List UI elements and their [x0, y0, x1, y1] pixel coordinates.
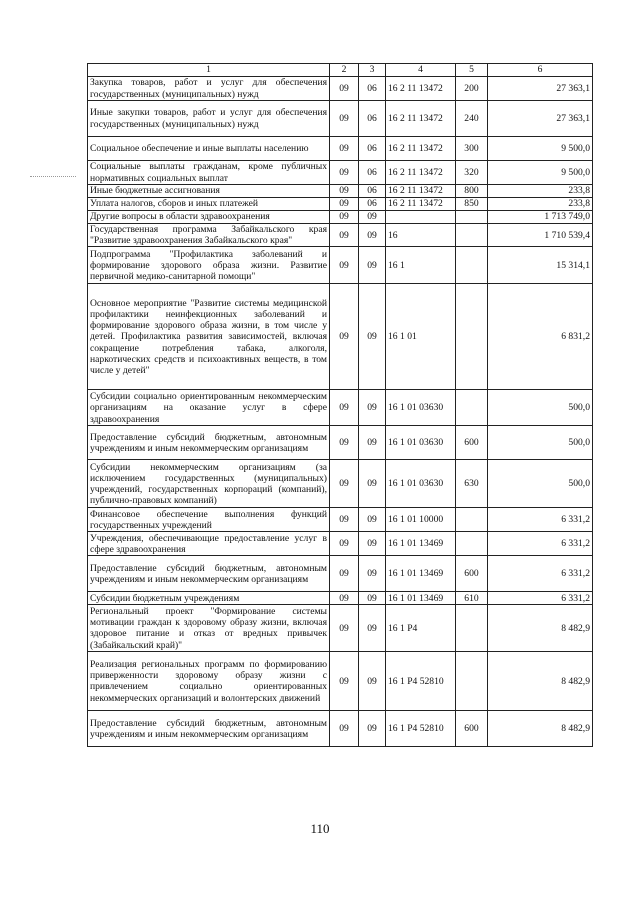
- row-amount-cell: 233,8: [488, 185, 593, 198]
- row-target-code-cell: 16 2 11 13472: [386, 101, 456, 137]
- row-subsection-cell: 06: [359, 101, 386, 137]
- row-amount-cell: 27 363,1: [488, 101, 593, 137]
- row-expense-type-cell: [456, 605, 488, 652]
- table-body: [88, 77, 593, 747]
- row-target-code-cell: 16: [386, 224, 456, 247]
- row-subsection-cell: 09: [359, 711, 386, 747]
- row-section-cell: 09: [330, 77, 359, 101]
- row-target-code-cell: 16 2 11 13472: [386, 185, 456, 198]
- row-amount-cell: 6 831,2: [488, 284, 593, 390]
- row-target-code-cell: 16 1 01 03630: [386, 426, 456, 460]
- row-section-cell: 09: [330, 460, 359, 508]
- row-name-cell: Предоставление субсидий бюджетным, автономным учреждениям и иным некоммерческим организациям: [88, 426, 330, 460]
- row-amount-cell: 500,0: [488, 426, 593, 460]
- row-target-code-cell: 16 1: [386, 247, 456, 284]
- row-target-code-cell: 16 2 11 13472: [386, 137, 456, 161]
- table-row: [88, 605, 593, 652]
- row-target-code-cell: 16 2 11 13472: [386, 198, 456, 211]
- row-name-cell: Подпрограмма "Профилактика заболеваний и формирование здорового образа жизни. Развитие первичной медико-санитарной помощи": [88, 247, 330, 284]
- row-target-code-cell: 16 1 01 03630: [386, 390, 456, 426]
- row-target-code-cell: 16 1 01: [386, 284, 456, 390]
- margin-dotted-mark: [30, 176, 76, 178]
- header-col-4: 4: [386, 64, 456, 77]
- row-expense-type-cell: [456, 532, 488, 556]
- row-subsection-cell: 06: [359, 198, 386, 211]
- row-amount-cell: 6 331,2: [488, 592, 593, 605]
- row-target-code-cell: 16 1 P4 52810: [386, 652, 456, 711]
- row-section-cell: 09: [330, 426, 359, 460]
- row-expense-type-cell: 850: [456, 198, 488, 211]
- row-expense-type-cell: 320: [456, 161, 488, 185]
- row-amount-cell: 9 500,0: [488, 161, 593, 185]
- row-name-cell: Предоставление субсидий бюджетным, автономным учреждениям и иным некоммерческим организациям: [88, 556, 330, 592]
- row-name-cell: Социальное обеспечение и иные выплаты населению: [88, 137, 330, 161]
- row-section-cell: 09: [330, 224, 359, 247]
- header-col-3: 3: [359, 64, 386, 77]
- row-expense-type-cell: [456, 390, 488, 426]
- row-target-code-cell: 16 2 11 13472: [386, 77, 456, 101]
- table-row: [88, 711, 593, 747]
- row-subsection-cell: 09: [359, 652, 386, 711]
- page-number: 110: [310, 821, 330, 836]
- row-target-code-cell: 16 2 11 13472: [386, 161, 456, 185]
- row-target-code-cell: 16 1 01 03630: [386, 460, 456, 508]
- row-expense-type-cell: 300: [456, 137, 488, 161]
- row-target-code-cell: 16 1 01 10000: [386, 508, 456, 532]
- row-name-cell: Субсидии социально ориентированным некоммерческим организациям на оказание услуг в сфере здравоохранения: [88, 390, 330, 426]
- row-name-cell: Другие вопросы в области здравоохранения: [88, 211, 330, 224]
- row-subsection-cell: 09: [359, 460, 386, 508]
- row-name-cell: Иные закупки товаров, работ и услуг для обеспечения государственных (муниципальных) нужд: [88, 101, 330, 137]
- row-subsection-cell: 09: [359, 605, 386, 652]
- row-expense-type-cell: [456, 211, 488, 224]
- header-col-6: 6: [488, 64, 593, 77]
- table-row: [88, 652, 593, 711]
- row-section-cell: 09: [330, 101, 359, 137]
- row-subsection-cell: 09: [359, 426, 386, 460]
- row-amount-cell: 6 331,2: [488, 508, 593, 532]
- row-expense-type-cell: [456, 508, 488, 532]
- row-name-cell: Финансовое обеспечение выполнения функций государственных учреждений: [88, 508, 330, 532]
- row-section-cell: 09: [330, 185, 359, 198]
- row-amount-cell: 9 500,0: [488, 137, 593, 161]
- row-expense-type-cell: 240: [456, 101, 488, 137]
- row-section-cell: 09: [330, 592, 359, 605]
- row-section-cell: 09: [330, 211, 359, 224]
- row-amount-cell: 500,0: [488, 390, 593, 426]
- row-section-cell: 09: [330, 652, 359, 711]
- row-amount-cell: 233,8: [488, 198, 593, 211]
- row-expense-type-cell: 630: [456, 460, 488, 508]
- row-section-cell: 09: [330, 532, 359, 556]
- row-name-cell: Иные бюджетные ассигнования: [88, 185, 330, 198]
- row-subsection-cell: 09: [359, 592, 386, 605]
- row-name-cell: Региональный проект "Формирование системы мотивации граждан к здоровому образу жизни, включая здоровое питание и отказ от вредных привычек (Забайкальский край)": [88, 605, 330, 652]
- row-section-cell: 09: [330, 137, 359, 161]
- row-expense-type-cell: [456, 247, 488, 284]
- row-subsection-cell: 09: [359, 211, 386, 224]
- row-subsection-cell: 09: [359, 224, 386, 247]
- row-expense-type-cell: 800: [456, 185, 488, 198]
- row-amount-cell: 8 482,9: [488, 605, 593, 652]
- row-name-cell: Субсидии некоммерческим организациям (за исключением государственных (муниципальных) учреждений, государственных корпораций (компаний), публично-правовых компаний): [88, 460, 330, 508]
- row-name-cell: Закупка товаров, работ и услуг для обеспечения государственных (муниципальных) нужд: [88, 77, 330, 101]
- row-subsection-cell: 06: [359, 137, 386, 161]
- row-amount-cell: 15 314,1: [488, 247, 593, 284]
- row-name-cell: Субсидии бюджетным учреждениям: [88, 592, 330, 605]
- table-row: [88, 211, 593, 224]
- row-amount-cell: 27 363,1: [488, 77, 593, 101]
- table-row: [88, 161, 593, 185]
- header-row: [88, 64, 593, 77]
- row-amount-cell: 6 331,2: [488, 532, 593, 556]
- row-section-cell: 09: [330, 605, 359, 652]
- table-row: [88, 101, 593, 137]
- row-target-code-cell: [386, 211, 456, 224]
- table-row: [88, 137, 593, 161]
- header-col-1: 1: [88, 64, 330, 77]
- row-name-cell: Уплата налогов, сборов и иных платежей: [88, 198, 330, 211]
- row-subsection-cell: 06: [359, 161, 386, 185]
- table-row: [88, 198, 593, 211]
- row-expense-type-cell: [456, 224, 488, 247]
- header-col-5: 5: [456, 64, 488, 77]
- row-expense-type-cell: 610: [456, 592, 488, 605]
- row-expense-type-cell: 600: [456, 711, 488, 747]
- row-target-code-cell: 16 1 01 13469: [386, 532, 456, 556]
- row-amount-cell: 500,0: [488, 460, 593, 508]
- row-subsection-cell: 09: [359, 532, 386, 556]
- row-target-code-cell: 16 1 01 13469: [386, 556, 456, 592]
- row-name-cell: Социальные выплаты гражданам, кроме публичных нормативных социальных выплат: [88, 161, 330, 185]
- table-row: [88, 556, 593, 592]
- row-subsection-cell: 09: [359, 284, 386, 390]
- row-section-cell: 09: [330, 247, 359, 284]
- table-row: [88, 284, 593, 390]
- row-subsection-cell: 09: [359, 556, 386, 592]
- row-amount-cell: 6 331,2: [488, 556, 593, 592]
- row-name-cell: Реализация региональных программ по формированию приверженности здоровому образу жизни с привлечением социально ориентированных некоммерческих организаций и волонтерских движений: [88, 652, 330, 711]
- row-expense-type-cell: [456, 652, 488, 711]
- table-row: [88, 247, 593, 284]
- row-target-code-cell: 16 1 P4: [386, 605, 456, 652]
- header-col-2: 2: [330, 64, 359, 77]
- table-row: [88, 426, 593, 460]
- row-subsection-cell: 09: [359, 390, 386, 426]
- row-section-cell: 09: [330, 556, 359, 592]
- row-expense-type-cell: 200: [456, 77, 488, 101]
- table-row: [88, 224, 593, 247]
- row-amount-cell: 8 482,9: [488, 711, 593, 747]
- table-row: [88, 460, 593, 508]
- row-section-cell: 09: [330, 161, 359, 185]
- budget-table-sheet: [87, 63, 592, 747]
- table-row: [88, 532, 593, 556]
- table-row: [88, 77, 593, 101]
- table-row: [88, 185, 593, 198]
- row-amount-cell: 1 713 749,0: [488, 211, 593, 224]
- row-expense-type-cell: 600: [456, 556, 488, 592]
- row-name-cell: Государственная программа Забайкальского края "Развитие здравоохранения Забайкальского края": [88, 224, 330, 247]
- row-name-cell: Основное мероприятие "Развитие системы медицинской профилактики неинфекционных заболеваний и формирование здорового образа жизни, в том числе у детей. Профилактика развития зависимостей, включая сокращение потребления табака, алкоголя, наркотических средств и психоактивных веществ, в том числе у детей": [88, 284, 330, 390]
- row-subsection-cell: 06: [359, 77, 386, 101]
- row-subsection-cell: 09: [359, 247, 386, 284]
- row-amount-cell: 1 710 539,4: [488, 224, 593, 247]
- budget-table: [87, 63, 593, 747]
- row-expense-type-cell: 600: [456, 426, 488, 460]
- row-section-cell: 09: [330, 284, 359, 390]
- row-subsection-cell: 06: [359, 185, 386, 198]
- row-target-code-cell: 16 1 01 13469: [386, 592, 456, 605]
- row-section-cell: 09: [330, 198, 359, 211]
- row-amount-cell: 8 482,9: [488, 652, 593, 711]
- row-expense-type-cell: [456, 284, 488, 390]
- table-row: [88, 592, 593, 605]
- row-subsection-cell: 09: [359, 508, 386, 532]
- table-row: [88, 508, 593, 532]
- row-name-cell: Предоставление субсидий бюджетным, автономным учреждениям и иным некоммерческим организациям: [88, 711, 330, 747]
- table-row: [88, 390, 593, 426]
- row-name-cell: Учреждения, обеспечивающие предоставление услуг в сфере здравоохранения: [88, 532, 330, 556]
- row-section-cell: 09: [330, 711, 359, 747]
- row-section-cell: 09: [330, 390, 359, 426]
- row-target-code-cell: 16 1 P4 52810: [386, 711, 456, 747]
- row-section-cell: 09: [330, 508, 359, 532]
